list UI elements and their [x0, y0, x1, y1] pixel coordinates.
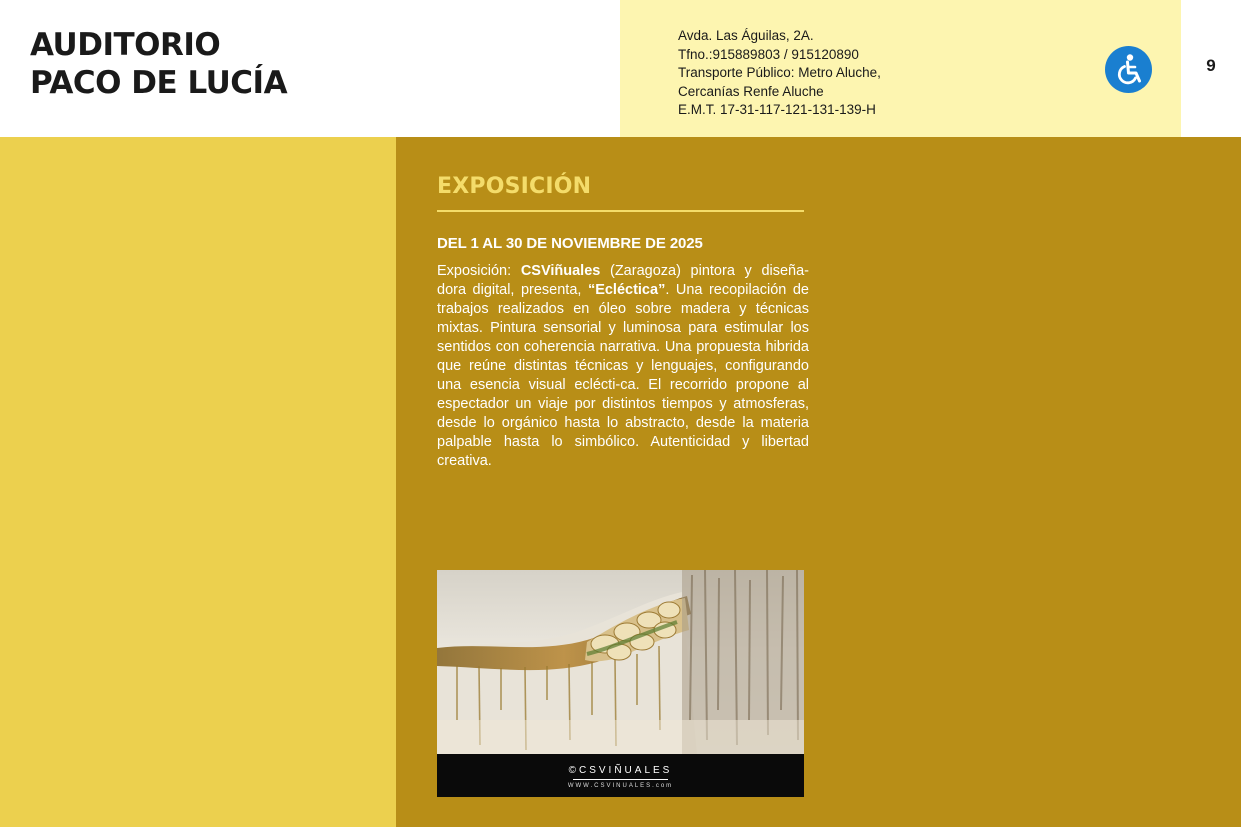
venue-transport-metro: Transporte Público: Metro Aluche, — [678, 65, 881, 80]
left-color-panel — [0, 137, 396, 827]
desc-intro: Exposición: — [437, 263, 521, 279]
artwork-painting — [437, 570, 804, 754]
title-divider — [437, 210, 804, 212]
artwork-image — [437, 570, 804, 797]
artwork-url: WWW.CSVINUALES.com — [567, 783, 674, 789]
desc-part3: . Una recopilación de trabajos realizados en óleo sobre madera y técnicas mixtas. Pintura sensorial y luminosa para estimular los sentidos con coherencia narrativa. Una propuesta hibrida que reúne distintas técnicas y lenguajes, configurando una esencia visual eclécti-ca. El recorrido propone al espectador un viaje por distintos tiempos y atmosferas, desde lo orgánico hasta lo abstracto, desde la materia palpable hasta lo simbólico. Autenticidad y libertad creativa. — [437, 282, 809, 469]
venue-address: Avda. Las Águilas, 2A. — [678, 28, 814, 43]
page-header — [0, 0, 1241, 137]
venue-info — [678, 27, 881, 120]
page-number: 9 — [1206, 56, 1216, 75]
exhibition-title: “Ecléctica” — [587, 282, 666, 298]
event-dates: DEL 1 AL 30 DE NOVIEMBRE DE 2025 — [437, 235, 703, 252]
venue-bus-lines: E.M.T. 17-31-117-121-131-139-H — [678, 102, 876, 117]
brand-divider — [573, 779, 668, 780]
event-description — [437, 262, 809, 471]
venue-transport-renfe: Cercanías Renfe Aluche — [678, 83, 824, 99]
artwork-caption-bar — [437, 754, 804, 797]
artwork-brand: ©CSVIÑUALES — [568, 765, 673, 776]
wheelchair-icon — [1105, 46, 1152, 93]
venue-info-box — [620, 0, 1181, 137]
venue-phone: Tfno.:915889803 / 915120890 — [678, 46, 859, 62]
venue-title-line1: AUDITORIO — [30, 27, 221, 63]
venue-title-line2: PACO DE LUCÍA — [30, 65, 288, 101]
artist-name: CSViñuales — [520, 263, 601, 279]
venue-title — [30, 26, 287, 102]
event-category: EXPOSICIÓN — [437, 174, 592, 199]
desc-part2: (Zaragoza) pintora y diseña-dora digital, presenta, — [437, 263, 810, 298]
